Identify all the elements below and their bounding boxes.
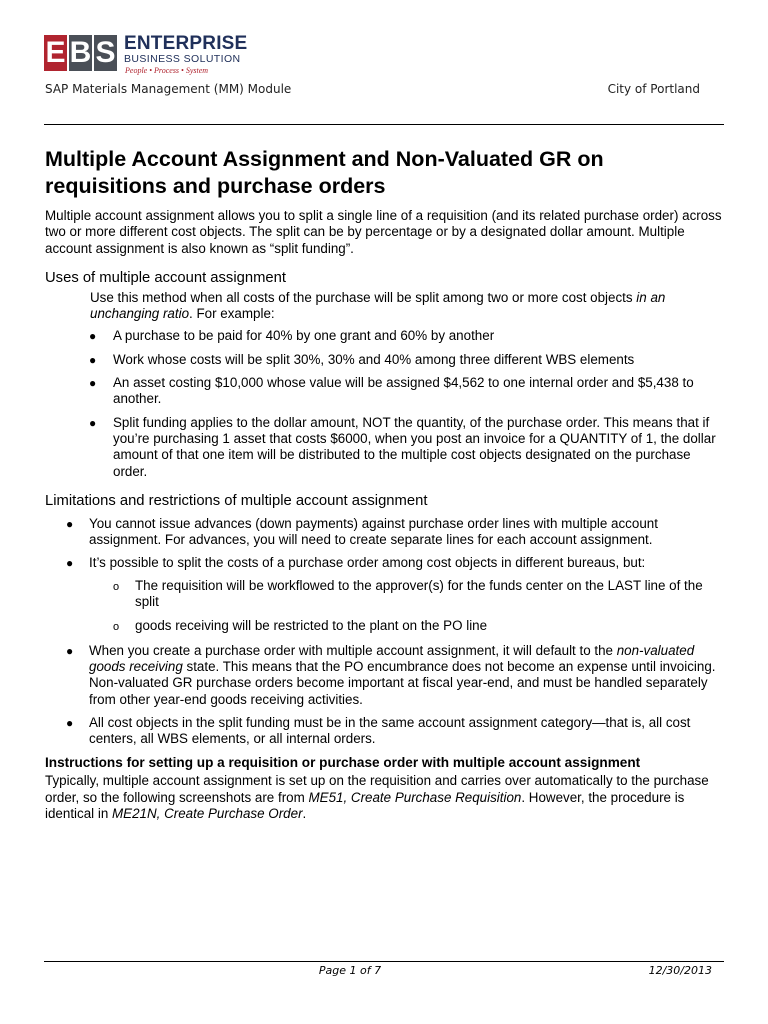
list-item — [45, 352, 722, 368]
logo-line-business-solution: BUSINESS SOLUTION — [124, 53, 241, 65]
list-item-emphasis: non-valuated goods receiving — [89, 642, 695, 674]
bullet-icon: ● — [89, 415, 97, 430]
page-number: Page 1 of 7 — [318, 964, 382, 977]
sub-list-item-text: goods receiving will be restricted to the plant on the PO line — [135, 618, 488, 634]
bullet-icon: ● — [89, 352, 97, 367]
uses-intro — [90, 290, 722, 323]
bullet-icon: ● — [66, 516, 74, 531]
sub-list-item — [89, 618, 722, 634]
circle-bullet-icon: o — [113, 580, 120, 593]
sub-list-item-text: The requisition will be workflowed to the approver(s) for the funds center on the LAST line of the split — [135, 577, 703, 610]
bullet-icon: ● — [89, 376, 97, 391]
instructions-text-end: . — [302, 806, 307, 822]
list-item-text-cont: state. This means that the PO encumbrance does not become an expense until invoicing. Non-valuated GR purchase orders become important at fiscal year-end, and must be handled separately from other year-end goods receiving activities. — [89, 658, 716, 707]
document-date: 12/30/2013 — [648, 964, 712, 977]
header-module-name: SAP Materials Management (MM) Module — [45, 82, 292, 96]
logo-letter-s: S — [95, 36, 116, 69]
instructions-text: Typically, multiple account assignment is set up on the requisition and carries over automatically to the purchase order, so the following screenshots are from — [45, 773, 709, 805]
list-item — [45, 715, 722, 748]
list-item — [45, 328, 722, 344]
uses-intro-tail: . For example: — [189, 306, 275, 322]
list-item-text: Split funding applies to the dollar amount, NOT the quantity, of the purchase order. This means that if you’re purchasing 1 asset that costs $6000, when you post an invoice for a QUANTITY of 1, the dollar amount of that one item will be distributed to the multiple cost objects designated on the purchase order. — [113, 414, 716, 479]
logo-wordmark — [124, 35, 247, 75]
logo-tagline: People • Process • System — [125, 65, 209, 75]
limitations-heading: Limitations and restrictions of multiple account assignment — [45, 492, 428, 509]
list-item-text: An asset costing $10,000 whose value will be assigned $4,562 to one internal order and $5,438 to another. — [113, 375, 694, 407]
logo-line-enterprise: ENTERPRISE — [124, 33, 248, 54]
transaction-me21n: ME21N, Create Purchase Order — [112, 806, 303, 822]
list-item — [45, 375, 722, 408]
sub-list-item — [89, 578, 722, 611]
list-item-text: You cannot issue advances (down payments) against purchase order lines with multiple account assignment. For advances, you will need to create separate lines for each account assignment. — [89, 515, 658, 548]
bullet-icon: ● — [66, 556, 74, 571]
list-item-text: It’s possible to split the costs of a purchase order among cost objects in different bureaus, but: — [89, 555, 646, 571]
transaction-me51: ME51, Create Purchase Requisition — [308, 789, 522, 805]
logo-letter-e: E — [45, 36, 66, 69]
footer-divider — [44, 961, 724, 962]
limitations-list — [45, 516, 722, 748]
ebs-logo — [44, 35, 247, 73]
uses-intro-text: Use this method when all costs of the purchase will be split among two or more cost objects — [90, 289, 637, 305]
intro-paragraph: Multiple account assignment allows you to split a single line of a requisition (and its related purchase order) across two or more different cost objects. The split can be by percentage or by a designated dollar amount. Multiple account assignment is also known as “split funding”. — [45, 208, 722, 256]
bullet-icon: ● — [66, 643, 74, 658]
logo-letter-b: B — [69, 36, 92, 69]
uses-heading: Uses of multiple account assignment — [45, 269, 286, 286]
list-item-text: All cost objects in the split funding must be in the same account assignment category—that is, all cost centers, all WBS elements, or all internal orders. — [89, 714, 691, 747]
instructions-paragraph — [45, 773, 722, 822]
document-body — [45, 146, 722, 822]
uses-intro-emphasis: in an unchanging ratio — [90, 289, 666, 322]
document-title: Multiple Account Assignment and Non-Valuated GR on requisitions and purchase orders — [45, 147, 604, 198]
bullet-icon: ● — [66, 715, 74, 730]
circle-bullet-icon: o — [113, 621, 120, 634]
header-divider — [44, 124, 724, 125]
header-organization: City of Portland — [607, 82, 700, 96]
list-item — [45, 516, 722, 549]
list-item-text: A purchase to be paid for 40% by one grant and 60% by another — [113, 328, 495, 344]
bullet-icon: ● — [89, 329, 97, 344]
uses-list — [45, 328, 722, 479]
sub-list — [89, 578, 722, 635]
list-item-text: When you create a purchase order with multiple account assignment, it will default to the — [89, 642, 617, 658]
list-item — [45, 415, 722, 480]
instructions-text-cont: . However, the procedure is identical in — [45, 789, 685, 822]
instructions-heading: Instructions for setting up a requisition or purchase order with multiple account assignment — [45, 755, 641, 771]
list-item-text: Work whose costs will be split 30%, 30% and 40% among three different WBS elements — [113, 351, 635, 367]
list-item — [45, 643, 722, 708]
list-item — [45, 555, 722, 634]
